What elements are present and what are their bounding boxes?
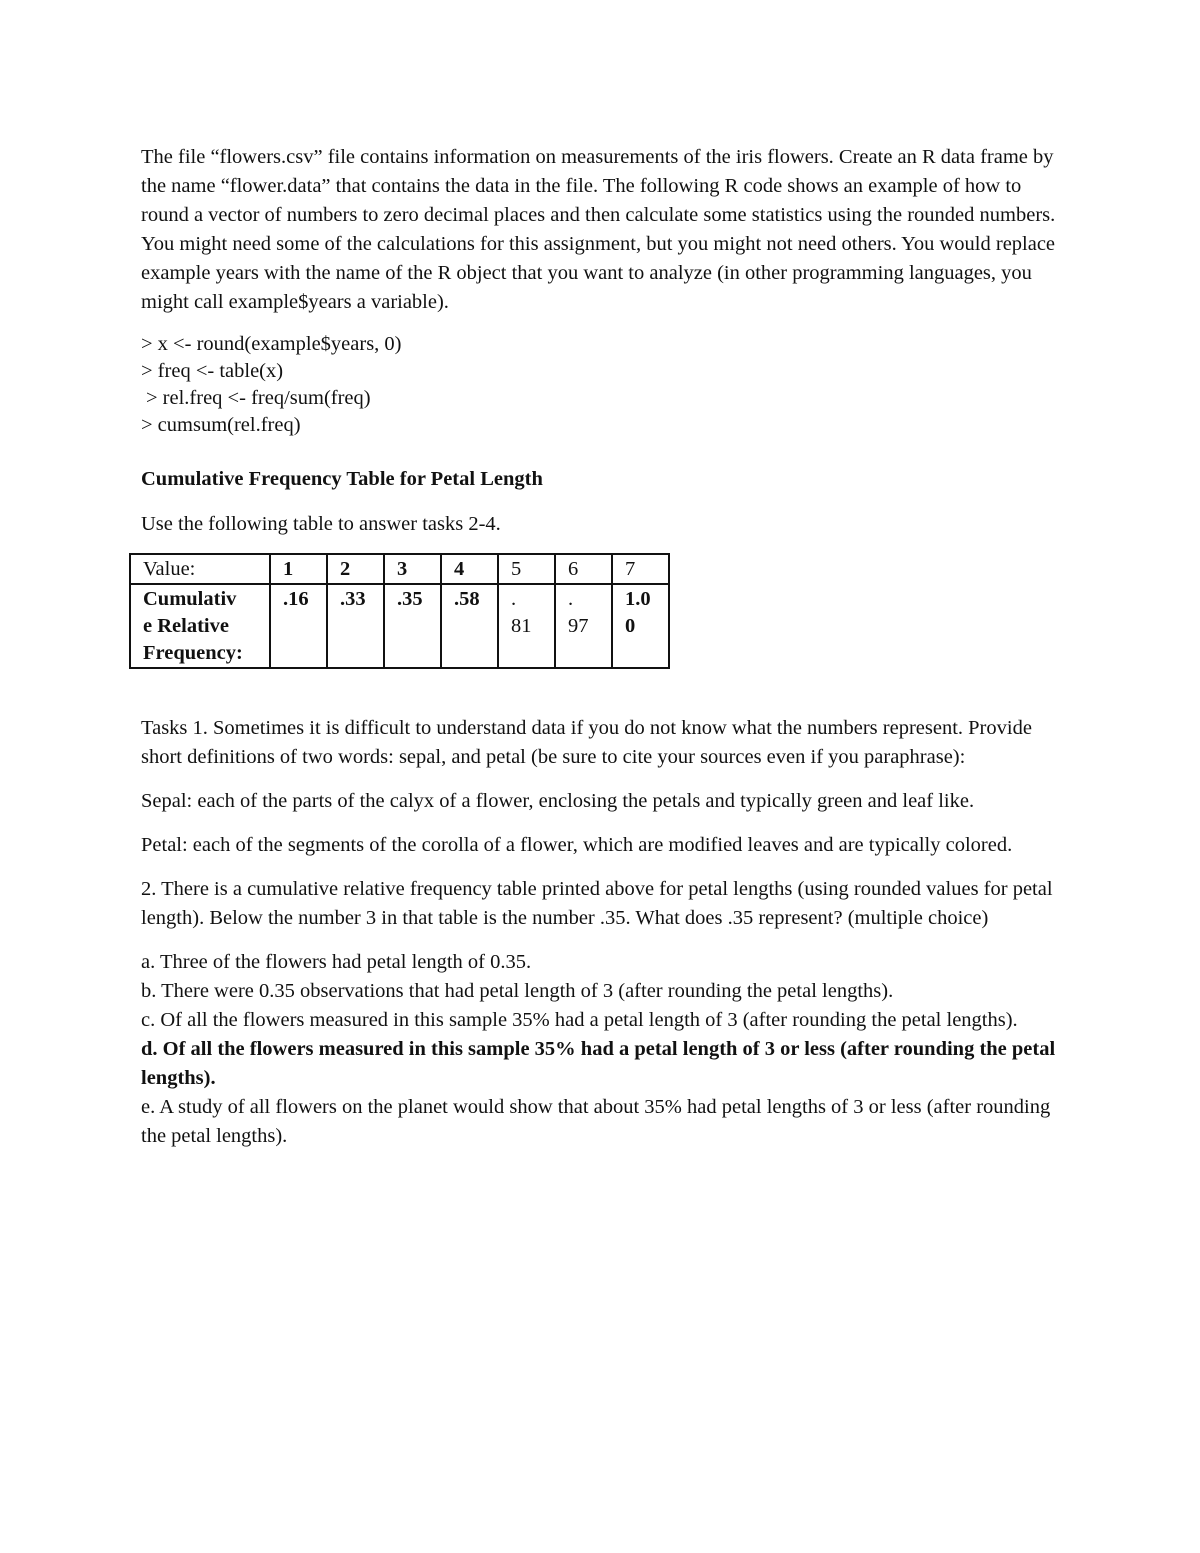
code-line: > freq <- table(x) [141,360,284,382]
tasks-section [141,714,1066,1151]
cumulative-frequency-table [129,553,670,669]
petal-definition: Petal: each of the segments of the corolla of a flower, which are modified leaves and are typically colored. [141,834,1013,856]
code-line: > cumsum(rel.freq) [141,414,301,436]
sepal-definition: Sepal: each of the parts of the calyx of a flower, enclosing the petals and typically green and leaf like. [141,790,975,812]
choice-b: b. There were 0.35 observations that had petal length of 3 (after rounding the petal lengths). [141,980,894,1002]
header-label-cell: Value: [130,554,270,584]
code-line: > rel.freq <- freq/sum(freq) [146,387,371,409]
task2-prompt: 2. There is a cumulative relative frequency table printed above for petal lengths (using rounded values for petal length). Below the number 3 in that table is the number .35. What does .35 represent? (multiple choice) [141,878,1053,929]
frequency-cell: . 97 [555,584,612,668]
choice-c: c. Of all the flowers measured in this sample 35% had a petal length of 3 (after rounding the petal lengths). [141,1009,1018,1031]
choice-e: e. A study of all flowers on the planet would show that about 35% had petal lengths of 3 or less (after rounding the petal lengths). [141,1096,1051,1147]
value-cell: 7 [612,554,669,584]
value-cell: 2 [327,554,384,584]
r-code-block [141,331,1066,439]
document-page [141,143,1066,1151]
frequency-cell: .35 [384,584,441,668]
frequency-cell: 1.0 0 [612,584,669,668]
table-heading: Cumulative Frequency Table for Petal Length [141,468,543,490]
value-cell: 4 [441,554,498,584]
choice-d-answer: d. Of all the flowers measured in this sample 35% had a petal length of 3 or less (after rounding the petal lengths). [141,1038,1056,1089]
frequency-cell: .58 [441,584,498,668]
frequency-cell: .16 [270,584,327,668]
row-label-cell: Cumulativ e Relative Frequency: [130,584,270,668]
multiple-choice-list [141,948,1066,1151]
value-cell: 1 [270,554,327,584]
value-cell: 6 [555,554,612,584]
frequency-cell: . 81 [498,584,555,668]
table-frequency-row [130,584,669,668]
table-note: Use the following table to answer tasks 2-4. [141,513,501,535]
code-line: > x <- round(example$years, 0) [141,333,402,355]
frequency-cell: .33 [327,584,384,668]
task1-prompt: Tasks 1. Sometimes it is difficult to understand data if you do not know what the numbers represent. Provide short definitions of two words: sepal, and petal (be sure to cite your sources even if you paraphrase): [141,717,1032,768]
choice-a: a. Three of the flowers had petal length of 0.35. [141,951,532,973]
intro-paragraph: The file “flowers.csv” file contains information on measurements of the iris flowers. Create an R data frame by the name “flower.data” that contains the data in the file. The following R code shows an example of how to round a vector of numbers to zero decimal places and then calculate some statistics using the rounded numbers. You might need some of the calculations for this assignment, but you might not need others. You would replace example years with the name of the R object that you want to analyze (in other programming languages, you might call example$years a variable). [141,146,1056,313]
table-header-row [130,554,669,584]
value-cell: 5 [498,554,555,584]
value-cell: 3 [384,554,441,584]
